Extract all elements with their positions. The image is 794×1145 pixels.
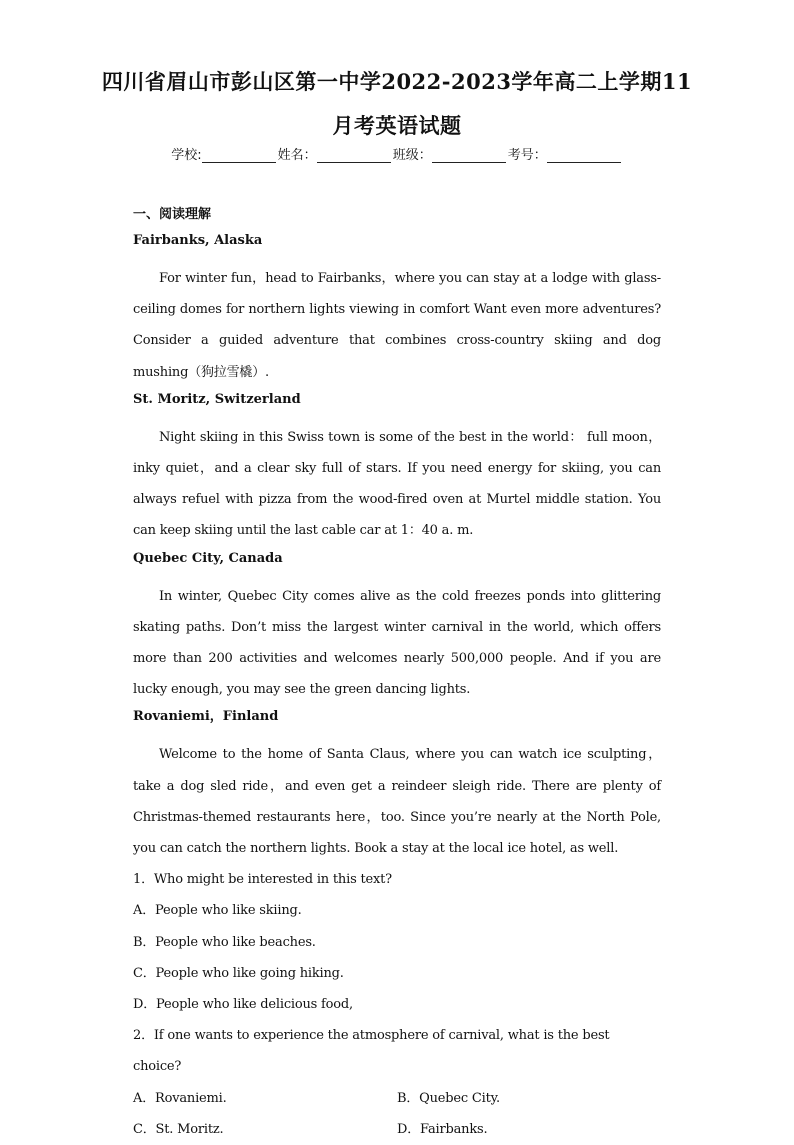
document-title-line1: 四川省眉山市彭山区第一中学2022-2023学年高二上学期11	[101, 69, 693, 94]
question-option: A．People who like skiing.	[133, 903, 302, 919]
section-title: 一、阅读理解	[133, 207, 212, 222]
passage-heading: Fairbanks, Alaska	[133, 233, 263, 248]
passage-text: For winter fun，head to Fairbanks，where you can stay at a lodge with glass-ceiling domes for northern lights viewing in comfort Want even more adventures? Consider a guided adventure that combines cross-country skiing and dog mushing（狗拉雪橇）.	[133, 271, 661, 380]
number-label: 考号：	[507, 148, 547, 163]
passage-heading: Rovaniemi，Finland	[133, 709, 279, 725]
question-option: B．Quebec City.	[397, 1090, 500, 1106]
question-option: D．Fairbanks.	[397, 1121, 488, 1137]
document-body	[133, 206, 661, 1145]
question-option: A．Rovaniemi.	[133, 1090, 227, 1106]
school-blank	[202, 148, 276, 163]
passage-heading: St. Moritz, Switzerland	[133, 391, 301, 407]
question-option: B．People who like beaches.	[133, 934, 316, 950]
question-stem: 1．Who might be interested in this text?	[133, 872, 392, 888]
question-option: C．People who like going hiking.	[133, 965, 344, 981]
student-info-row	[0, 144, 794, 163]
class-blank	[432, 148, 506, 163]
option-row	[133, 1114, 661, 1145]
passage-heading: Quebec City, Canada	[133, 550, 283, 566]
name-label: 姓名：	[277, 148, 317, 163]
name-blank	[317, 148, 391, 163]
passage-text: In winter, Quebec City comes alive as the cold freezes ponds into glittering skating paths. Don’t miss the largest winter carnival in the world, which offers more than 200 activities and welcomes nearly 500,000 people. And if you are lucky enough, you may see the green dancing lights.	[133, 588, 661, 698]
question-option: C．St. Moritz.	[133, 1121, 224, 1137]
school-label: 学校:	[171, 148, 202, 163]
class-label: 班级：	[392, 148, 432, 163]
number-blank	[547, 148, 621, 163]
document-title-line2: 月考英语试题	[332, 113, 462, 138]
passage-text: Night skiing in this Swiss town is some of the best in the world： full moon，inky quiet，and a clear sky full of stars. If you need energy for skiing, you can always refuel with pizza from the wood-fired oven at Murtel middle station. You can keep skiing until the last cable car at 1：40 a. m.	[133, 429, 661, 539]
option-row	[133, 1083, 661, 1114]
passage-text: Welcome to the home of Santa Claus, where you can watch ice sculpting，take a dog sled ride，and even get a reindeer sleigh ride. There are plenty of Christmas-themed restaurants here，too. Since you’re nearly at the North Pole, you can catch the northern lights. Book a stay at the local ice hotel, as well.	[133, 747, 661, 857]
question-option: D．People who like delicious food,	[133, 997, 353, 1013]
question-stem: 2．If one wants to experience the atmosphere of carnival, what is the best choice?	[133, 1028, 610, 1075]
